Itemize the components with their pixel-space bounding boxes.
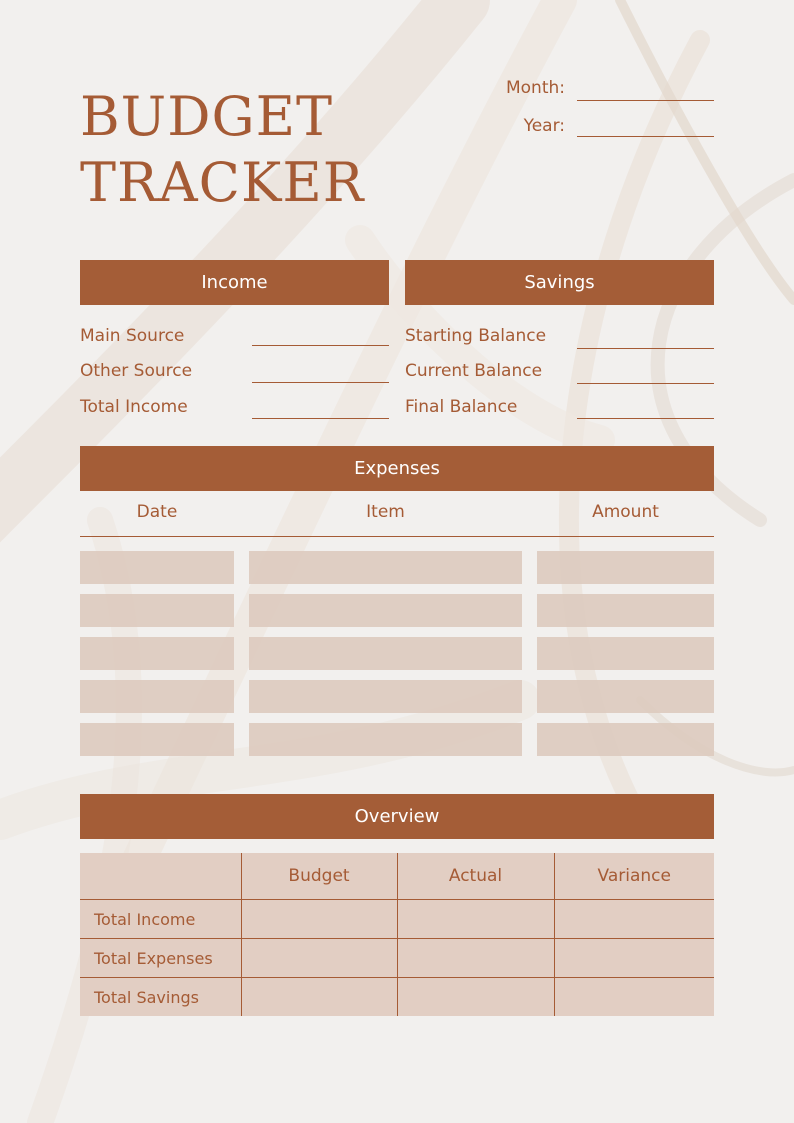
income-main-source-label: Main Source xyxy=(80,326,185,346)
expense-date-cell[interactable] xyxy=(80,680,234,713)
overview-heading: Overview xyxy=(354,806,440,827)
overview-cell-actual[interactable] xyxy=(397,939,554,978)
page-title xyxy=(80,84,364,216)
overview-col-actual: Actual xyxy=(397,853,554,900)
year-label: Year: xyxy=(523,116,565,136)
income-other-source-field[interactable] xyxy=(252,382,389,383)
expense-amount-cell[interactable] xyxy=(537,551,714,584)
expenses-header xyxy=(80,446,714,491)
overview-row-total-income xyxy=(80,900,714,939)
income-header xyxy=(80,260,389,305)
expenses-col-date: Date xyxy=(136,502,178,522)
overview-header-row xyxy=(80,853,714,900)
overview-cell-actual[interactable] xyxy=(397,978,554,1017)
income-heading: Income xyxy=(201,272,268,293)
overview-table xyxy=(80,853,714,1016)
overview-cell-actual[interactable] xyxy=(397,900,554,939)
expenses-col-amount: Amount xyxy=(592,502,659,522)
savings-heading: Savings xyxy=(524,272,595,293)
title-line-1: BUDGET xyxy=(80,85,334,148)
expense-amount-cell[interactable] xyxy=(537,637,714,670)
overview-col-variance: Variance xyxy=(554,853,714,900)
overview-corner-cell xyxy=(80,853,241,900)
overview-row-label: Total Savings xyxy=(80,978,241,1017)
overview-cell-variance[interactable] xyxy=(554,900,714,939)
income-total-label: Total Income xyxy=(80,397,188,417)
expense-date-cell[interactable] xyxy=(80,637,234,670)
expense-item-cell[interactable] xyxy=(249,637,522,670)
overview-row-label: Total Income xyxy=(80,900,241,939)
savings-final-balance-field[interactable] xyxy=(577,418,714,419)
expense-date-cell[interactable] xyxy=(80,551,234,584)
savings-current-balance-label: Current Balance xyxy=(405,361,543,381)
expense-date-cell[interactable] xyxy=(80,594,234,627)
overview-cell-budget[interactable] xyxy=(241,939,397,978)
savings-starting-balance-label: Starting Balance xyxy=(405,326,547,346)
expense-amount-cell[interactable] xyxy=(537,594,714,627)
savings-final-balance-label: Final Balance xyxy=(405,397,518,417)
expense-amount-cell[interactable] xyxy=(537,723,714,756)
expense-date-cell[interactable] xyxy=(80,723,234,756)
overview-col-budget: Budget xyxy=(241,853,397,900)
expense-amount-cell[interactable] xyxy=(537,680,714,713)
year-field[interactable] xyxy=(577,136,714,137)
month-field[interactable] xyxy=(577,100,714,101)
expense-item-cell[interactable] xyxy=(249,723,522,756)
overview-cell-budget[interactable] xyxy=(241,978,397,1017)
expenses-divider xyxy=(80,536,714,537)
savings-current-balance-field[interactable] xyxy=(577,383,714,384)
overview-cell-variance[interactable] xyxy=(554,978,714,1017)
income-main-source-field[interactable] xyxy=(252,345,389,346)
expense-item-cell[interactable] xyxy=(249,594,522,627)
overview-row-label: Total Expenses xyxy=(80,939,241,978)
savings-starting-balance-field[interactable] xyxy=(577,348,714,349)
income-total-field[interactable] xyxy=(252,418,389,419)
title-line-2: TRACKER xyxy=(80,151,365,214)
month-label: Month: xyxy=(505,78,565,98)
expenses-heading: Expenses xyxy=(354,458,440,479)
savings-header xyxy=(405,260,714,305)
overview-header xyxy=(80,794,714,839)
expense-item-cell[interactable] xyxy=(249,680,522,713)
overview-cell-budget[interactable] xyxy=(241,900,397,939)
overview-row-total-expenses xyxy=(80,939,714,978)
overview-row-total-savings xyxy=(80,978,714,1017)
overview-cell-variance[interactable] xyxy=(554,939,714,978)
income-other-source-label: Other Source xyxy=(80,361,193,381)
expenses-col-item: Item xyxy=(366,502,405,522)
expense-item-cell[interactable] xyxy=(249,551,522,584)
